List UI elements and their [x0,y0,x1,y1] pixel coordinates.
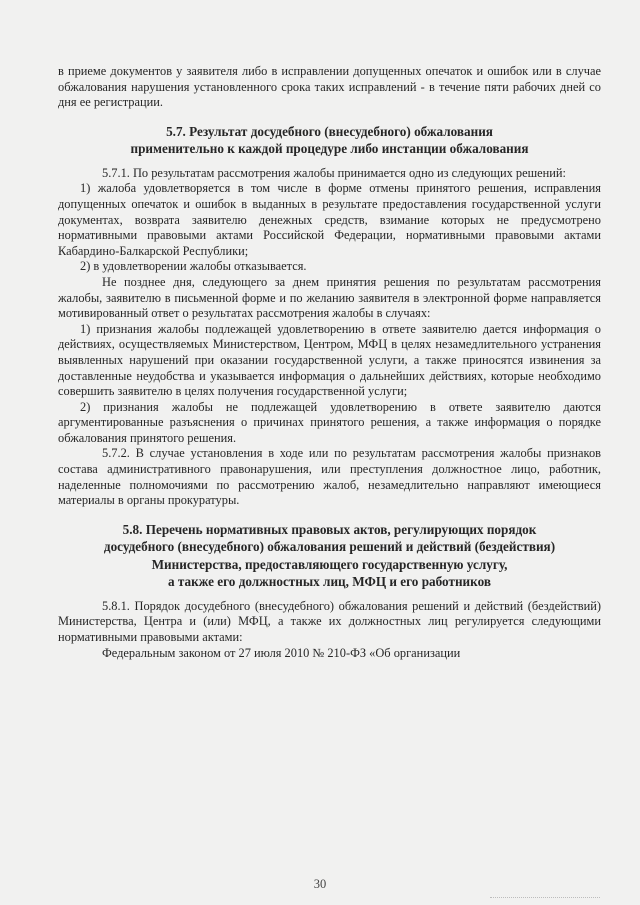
section-5-7-heading-line1: 5.7. Результат досудебного (внесудебного) обжалования [166,123,493,139]
section-5-7-heading-line2: применительно к каждой процедуре либо инстанции обжалования [130,141,529,157]
paragraph-5-7-2: 5.7.2. В случае установления в ходе или по результатам рассмотрения жалобы признаков состава административного правонарушения, или преступления должностное лицо, работник, наделенные полномочиями по рассмотрению жалоб, незамедлительно направляют имеющиеся материалы в органы прокуратуры. [58,446,601,508]
page-number: 30 [313,877,327,891]
response-paragraph: Не позднее дня, следующего за днем принятия решения по результатам рассмотрения жалобы, заявителю в письменной форме и по желанию заявителя в электронной форме направляется мотивированный ответ о результатах рассмотрения жалобы в случаях: [58,274,601,321]
top-paragraph: в приеме документов у заявителя либо в исправлении допущенных опечаток и ошибок или в случае обжалования нарушения установленного срока таких исправлений - в течение пяти рабочих дней со дня ее регистрации. [58,64,601,110]
section-5-8-heading-line1: 5.8. Перечень нормативных правовых актов, регулирующих порядок [122,521,537,537]
decision-item-1: 1) жалоба удовлетворяется в том числе в форме отмены принятого решения, исправления допущенных опечаток и ошибок в выданных в результате предоставления государственной услуги документах, возврата заявителю денежных средств, взимание которых не предусмотрено нормативными правовыми актами Российской Федерации, нормативными правовыми актами Кабардино-Балкарской Республики; [58,181,601,258]
section-5-8-heading-line3: Министерства, предоставляющего государственную услугу, [151,556,508,572]
paragraph-5-7-1: 5.7.1. По результатам рассмотрения жалобы принимается одно из следующих решений: [102,165,566,180]
section-5-8-heading-line4: а также его должностных лиц, МФЦ и его работников [168,574,491,590]
section-5-8-heading [58,521,601,591]
section-5-7-heading [58,123,601,158]
decision-item-2: 2) в удовлетворении жалобы отказывается. [80,259,307,274]
paragraph-5-8-1: 5.8.1. Порядок досудебного (внесудебного) обжалования решений и действий (бездействий) Министерства, Центра и (или) МФЦ, а также их должностных лиц регулируется следующими нормативными правовыми актами: [58,598,601,645]
federal-law-paragraph: Федеральным законом от 27 июля 2010 № 210-ФЗ «Об организации [102,645,461,660]
section-5-8-heading-line2: досудебного (внесудебного) обжалования решений и действий (бездействия) [103,539,556,555]
page-content [58,64,601,661]
response-case-1: 1) признания жалобы подлежащей удовлетворению в ответе заявителю дается информация о действиях, осуществляемых Министерством, Центром, МФЦ в целях незамедлительного устранения выявленных нарушений при оказании государственной услуги, а также приносятся извинения за доставленные неудобства и указывается информация о дальнейших действиях, которые необходимо совершить заявителю в целях получения государственной услуги; [58,321,601,399]
response-case-2: 2) признания жалобы не подлежащей удовлетворению в ответе заявителю даются аргументированные разъяснения о причинах принятого решения, а также информация о порядке обжалования принятого решения. [58,399,601,445]
scan-artifact [490,897,600,900]
